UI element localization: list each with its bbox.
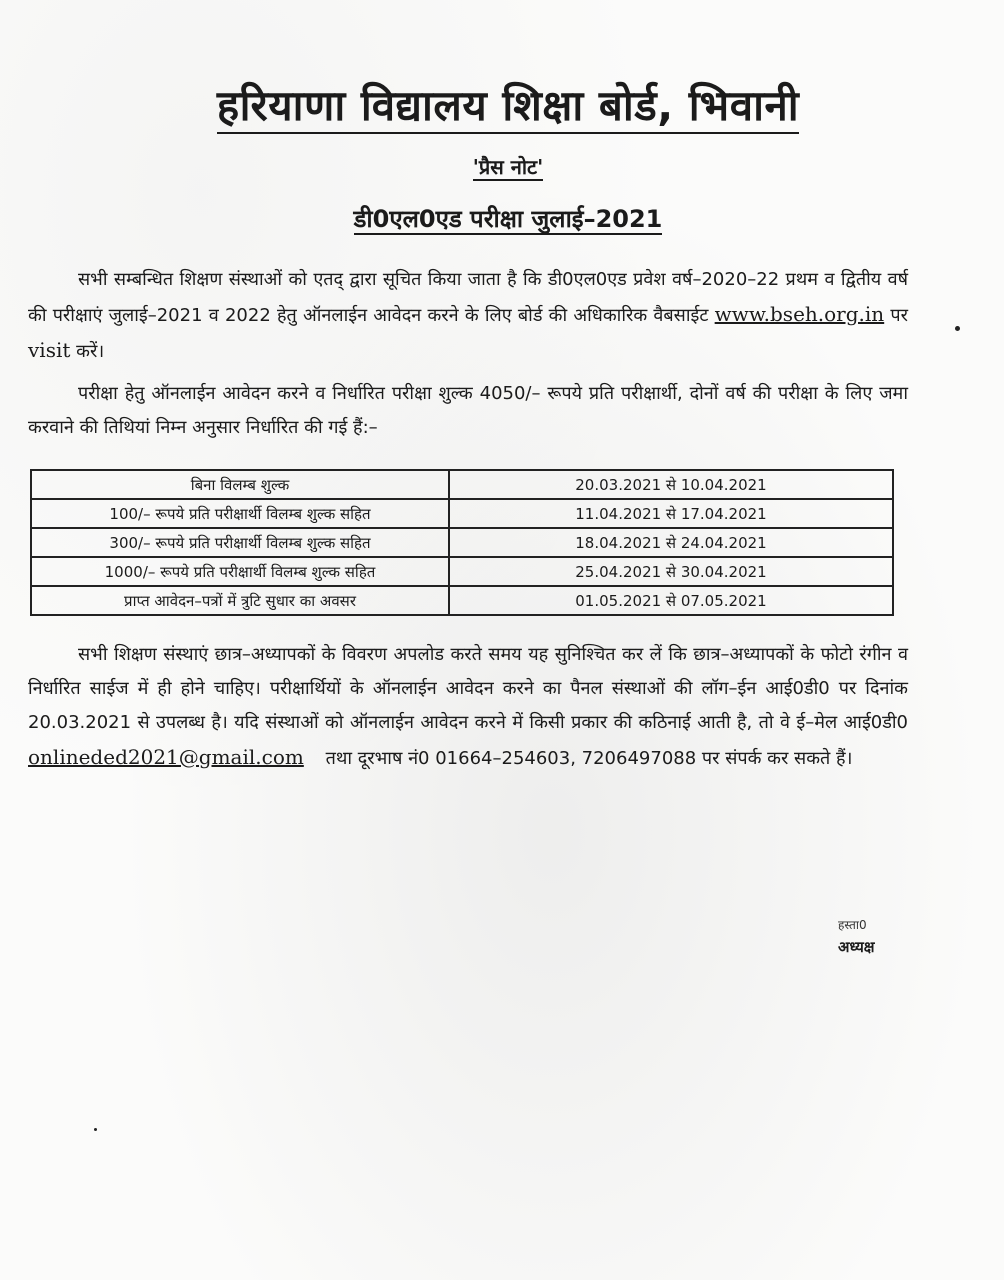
email-link[interactable]: onlineded2021@gmail.com bbox=[28, 745, 304, 769]
schedule-label: 300/– रूपये प्रति परीक्षार्थी विलम्ब शुल्क सहित bbox=[31, 528, 449, 557]
schedule-dates: 20.03.2021 से 10.04.2021 bbox=[449, 470, 893, 499]
table-row bbox=[31, 528, 893, 557]
schedule-label: प्राप्त आवेदन–पत्रों में त्रुटि सुधार का अवसर bbox=[31, 586, 449, 615]
table-row bbox=[31, 470, 893, 499]
signature-designation: अध्यक्ष bbox=[838, 938, 875, 956]
table-row bbox=[31, 586, 893, 615]
board-title: हरियाणा विद्यालय शिक्षा बोर्ड, भिवानी bbox=[108, 76, 908, 133]
speck-mark bbox=[955, 326, 960, 331]
exam-title: डी0एल0एड परीक्षा जुलाई–2021 bbox=[353, 205, 663, 233]
intro-paragraph bbox=[28, 263, 908, 369]
schedule-label: 100/– रूपये प्रति परीक्षार्थी विलम्ब शुल्क सहित bbox=[31, 499, 449, 528]
signature-mark: हस्ता0 bbox=[838, 918, 867, 932]
instructions-text: सभी शिक्षण संस्थाएं छात्र–अध्यापकों के विवरण अपलोड करते समय यह सुनिश्चित कर लें कि छात्र–अध्यापकों के फोटो रंगीन व निर्धारित साईज में ही होने चाहिए। परीक्षार्थियों के ऑनलाईन आवेदन करने का पैनल संस्थाओं की लॉग–ईन आई0डी0 पर दिनांक 20.03.2021 से उपलब्ध है। यदि संस्थाओं को ऑनलाईन आवेदन करने में किसी प्रकार की कठिनाई आती है, तो वे ई–मेल आई0डी0 bbox=[28, 644, 908, 733]
schedule-label: बिना विलम्ब शुल्क bbox=[31, 470, 449, 499]
schedule-table bbox=[30, 469, 894, 616]
signature-block bbox=[838, 914, 875, 958]
press-note-label: 'प्रैस नोट' bbox=[472, 155, 544, 179]
table-row bbox=[31, 557, 893, 586]
schedule-label: 1000/– रूपये प्रति परीक्षार्थी विलम्ब शुल्क सहित bbox=[31, 557, 449, 586]
intro-visit: visit bbox=[28, 338, 71, 362]
intro-tail-b: करें। bbox=[76, 341, 105, 362]
schedule-dates: 25.04.2021 से 30.04.2021 bbox=[449, 557, 893, 586]
schedule-dates: 11.04.2021 से 17.04.2021 bbox=[449, 499, 893, 528]
instructions-paragraph bbox=[28, 638, 908, 776]
fee-paragraph: परीक्षा हेतु ऑनलाईन आवेदन करने व निर्धारित परीक्षा शुल्क 4050/– रूपये प्रति परीक्षार्थी, दोनों वर्ष की परीक्षा के लिए जमा करवाने की तिथियां निम्न अनुसार निर्धारित की गई हैं:– bbox=[28, 383, 908, 438]
intro-text: सभी सम्बन्धित शिक्षण संस्थाओं को एतद् द्वारा सूचित किया जाता है कि डी0एल0एड प्रवेश वर्ष–2020–22 प्रथम व द्वितीय वर्ष की परीक्षाएं जुलाई–2021 व 2022 हेतु ऑनलाईन आवेदन करने के लिए बोर्ड की अधिकारिक वैबसाईट bbox=[28, 269, 908, 326]
schedule-dates: 18.04.2021 से 24.04.2021 bbox=[449, 528, 893, 557]
table-row bbox=[31, 499, 893, 528]
speck-mark bbox=[94, 1128, 97, 1131]
schedule-dates: 01.05.2021 से 07.05.2021 bbox=[449, 586, 893, 615]
instructions-tail: तथा दूरभाष नं0 01664–254603, 7206497088 पर संपर्क कर सकते हैं। bbox=[325, 748, 853, 769]
intro-tail-a: पर bbox=[890, 305, 908, 326]
website-link[interactable]: www.bseh.org.in bbox=[714, 302, 885, 326]
